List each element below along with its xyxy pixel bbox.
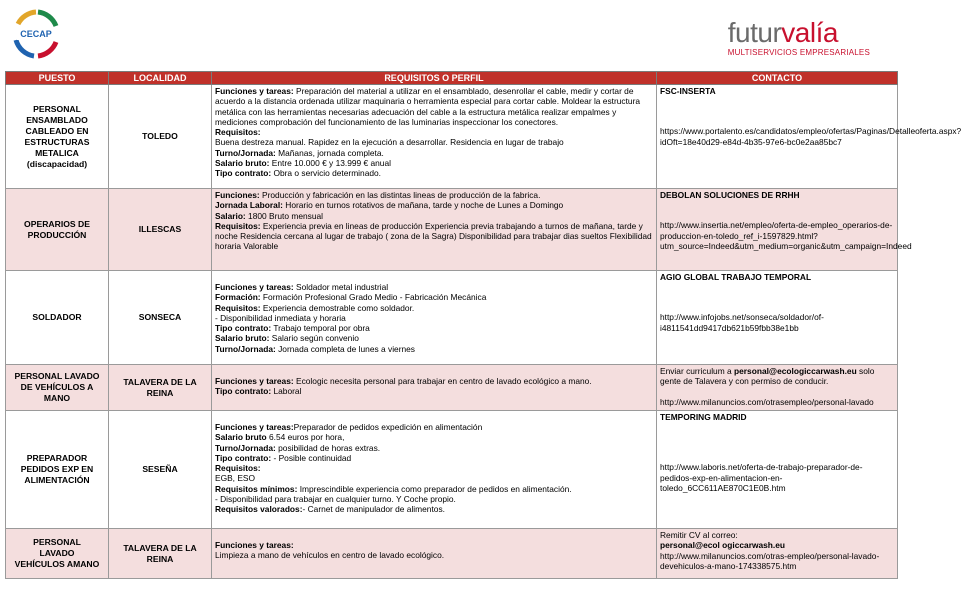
cell-requisitos (212, 271, 657, 365)
cell-requisitos (212, 411, 657, 529)
line-label: Requisitos mínimos: (215, 483, 298, 494)
requirement-line (215, 221, 653, 252)
line-label: Requisitos: (215, 302, 261, 313)
line-label: Tipo contrato: (215, 452, 272, 463)
contact-line (660, 540, 894, 550)
line-label: AGIO GLOBAL TRABAJO TEMPORAL (660, 272, 812, 282)
svg-text:CECAP: CECAP (20, 29, 52, 39)
line-text: Preparación del material a utilizar en el ensamblado, desenrollar el cable, medir y cortar de acuerdo a la distancia ordenada utilizar maquinaria o herramienta especial para cortar cable. Moldear la estructura metálica con las herramientas necesarias adecuación del cable a la estructura metálica realizar empalmes y mediciones comprobación del funcionamiento de las luminarias inspeccionar los conectores. (215, 86, 641, 127)
line-text: Mañanas, jornada completa. (275, 147, 384, 158)
requirement-line (215, 453, 653, 463)
col-header-puesto: PUESTO (6, 72, 109, 85)
spacer (215, 412, 653, 422)
requirement-line (215, 550, 653, 560)
contact-line (660, 86, 894, 96)
contact-line (660, 366, 894, 387)
contact-line[interactable] (660, 220, 912, 251)
cell-localidad: TOLEDO (109, 85, 212, 189)
requirement-line (215, 323, 653, 333)
line-text: - Carnet de manipulador de alimentos. (302, 504, 445, 515)
cell-puesto (6, 85, 109, 189)
cell-localidad: TALAVERA DE LA REINA (109, 529, 212, 579)
cell-localidad: TALAVERA DE LA REINA (109, 365, 212, 411)
spacer (660, 96, 894, 106)
futuravalia-logo: futurvalía MULTISERVICIOS EMPRESARIALES (727, 17, 870, 57)
puesto-line: VEHÍCULOS AMANO (14, 559, 100, 569)
line-text: solo gente de Talavera y con permiso de conducir. (660, 366, 875, 387)
requirement-line (215, 200, 653, 210)
requirement-line (215, 148, 653, 158)
requirement-line (215, 303, 653, 313)
requirement-line (215, 137, 653, 147)
requirement-line (215, 168, 653, 178)
col-header-requisitos: REQUISITOS O PERFIL (212, 72, 657, 85)
line-text: Soldador metal industrial (293, 282, 389, 292)
requirement-line (215, 463, 653, 473)
puesto-line: (discapacidad) (26, 158, 88, 169)
puesto-line: CABLEADO EN (25, 125, 89, 136)
cell-requisitos (212, 189, 657, 271)
contact-line (660, 412, 894, 422)
cell-localidad: SONSECA (109, 271, 212, 365)
line-text: EGB, ESO (215, 473, 256, 484)
line-text: https://www.portalento.es/candidatos/empleo/ofertas/Paginas/Detalleoferta.aspx?idOft=18e40d29-e84d-4b35-97e6-bc0e2aa85bc7 (660, 126, 961, 147)
puesto-line: PERSONAL LAVADO (14, 371, 100, 381)
page-header (0, 0, 900, 70)
contact-line[interactable] (660, 312, 894, 333)
contact-line[interactable] (660, 126, 961, 147)
spacer (215, 530, 653, 540)
puesto-line: MANO (43, 393, 71, 403)
cell-puesto (6, 529, 109, 579)
spacer (660, 210, 894, 220)
table-row (6, 529, 898, 579)
requirement-line (215, 443, 653, 453)
requirement-line (215, 422, 653, 432)
line-text: Ecologic necesita personal para trabajar en centro de lavado ecológico a mano. (293, 376, 592, 386)
table-row (6, 271, 898, 365)
line-label: Requisitos valorados: (215, 504, 303, 515)
requirement-line (215, 127, 653, 137)
line-text: posibilidad de horas extras. (275, 442, 381, 453)
requirement-line (215, 313, 653, 323)
line-label: Salario bruto: (215, 333, 270, 344)
spacer (660, 106, 894, 116)
cell-contacto (657, 411, 898, 529)
puesto-line: METALICA (35, 147, 79, 158)
line-text: Entre 10.000 € y 13.999 € anual (269, 158, 391, 169)
spacer (215, 366, 653, 376)
line-label: FSC-INSERTA (660, 86, 716, 96)
spacer (660, 387, 894, 397)
spacer (660, 422, 894, 432)
line-label: Salario bruto: (215, 158, 270, 169)
requirement-line (215, 540, 653, 550)
line-label: Tipo contrato: (215, 168, 272, 179)
line-text: http://www.infojobs.net/sonseca/soldador/of-i4811541dd9417db621b59fbb38e1bb (660, 312, 824, 333)
puesto-line: PERSONAL (33, 103, 81, 114)
line-text: Enviar curriculum a (660, 366, 735, 376)
spacer (660, 452, 894, 462)
requirement-line (215, 376, 653, 386)
line-label: Tipo contrato: (215, 386, 272, 397)
line-label: Salario: (215, 210, 246, 221)
line-label: personal@ecol ogiccarwash.eu (660, 540, 785, 551)
requirement-line (215, 386, 653, 396)
line-text: Trabajo temporal por obra (271, 323, 370, 334)
email-address[interactable]: personal@ecologiccarwash.eu (734, 366, 857, 376)
puesto-line: LAVADO (39, 548, 75, 558)
line-text: Buena destreza manual. Rapidez en la ejecución a desarrollar. Residencia en lugar de trabajo (215, 137, 564, 148)
col-header-contacto: CONTACTO (657, 72, 898, 85)
line-label: Salario bruto (215, 432, 267, 443)
spacer (660, 442, 894, 452)
line-label: Funciones y tareas: (215, 86, 294, 96)
line-label: Funciones y tareas: (215, 376, 294, 386)
line-text: Preparador de pedidos expedición en alimentación (293, 422, 483, 432)
table-row (6, 189, 898, 271)
requirement-line (215, 484, 653, 494)
line-label: Funciones y tareas: (215, 282, 294, 292)
line-label: Turno/Jornada: (215, 147, 276, 158)
job-offers-table (5, 71, 961, 579)
requirement-line (215, 211, 653, 221)
requirement-line (215, 504, 653, 514)
table-row (6, 85, 898, 189)
requirement-line (215, 282, 653, 292)
contact-line (660, 190, 894, 200)
line-text: Imprescindible experiencia como preparador de pedidos en alimentación. (297, 483, 572, 494)
requirement-line (215, 473, 653, 483)
puesto-line: PREPARADOR (26, 453, 88, 463)
line-text: Experiencia demostrable como soldador. (260, 302, 415, 313)
cell-puesto (6, 365, 109, 411)
spacer (660, 432, 894, 442)
cell-puesto (6, 189, 109, 271)
puesto-line: ENSAMBLADO (26, 114, 88, 125)
cecap-logo (8, 6, 64, 62)
line-text: Limpieza a mano de vehículos en centro de lavado ecológico. (215, 550, 445, 561)
line-text: Remitir CV al correo: (660, 530, 738, 540)
puesto-line: ALIMENTACIÓN (24, 475, 90, 485)
line-text: http://www.milanuncios.com/otrasempleo/personal-lavado (660, 396, 874, 407)
line-text: http://www.insertia.net/empleo/oferta-de-empleo_operarios-de-produccion-en-toledo_ref_i-1597829.html?utm_source=Indeed&utm_medium=organic&utm_campaign=Indeed (660, 220, 912, 251)
line-text: - Posible continuidad (271, 452, 352, 463)
puesto-line: OPERARIOS DE (24, 218, 90, 229)
line-label: Requisitos: (215, 220, 261, 231)
line-text: Salario según convenio (269, 333, 359, 344)
table-row (6, 365, 898, 411)
puesto-line: DE VEHÍCULOS A (20, 382, 94, 392)
requirement-line (215, 344, 653, 354)
line-label: Jornada Laboral: (215, 200, 283, 211)
line-label: TEMPORING MADRID (660, 412, 747, 422)
cell-puesto (6, 411, 109, 529)
line-label: Turno/Jornada: (215, 442, 276, 453)
line-text: Formación Profesional Grado Medio - Fabricación Mecánica (260, 292, 487, 303)
line-text: Producción y fabricación en las distintas lineas de producción de la fabrica. (259, 190, 541, 200)
spacer (660, 116, 894, 126)
requirement-line (215, 292, 653, 302)
line-text: - Disponibilidad inmediata y horaria (215, 312, 346, 323)
col-header-localidad: LOCALIDAD (109, 72, 212, 85)
cell-requisitos (212, 365, 657, 411)
cell-localidad: ILLESCAS (109, 189, 212, 271)
spacer (660, 292, 894, 302)
cell-localidad: SESEÑA (109, 411, 212, 529)
table-row (6, 411, 898, 529)
requirement-line (215, 494, 653, 504)
contact-line[interactable] (660, 551, 894, 572)
line-label: DEBOLAN SOLUCIONES DE RRHH (660, 190, 800, 200)
line-text: Horario en turnos rotativos de mañana, tarde y noche de Lunes a Domingo (282, 200, 564, 211)
contact-line (660, 530, 894, 540)
line-text: Obra o servicio determinado. (271, 168, 381, 179)
line-label: Formación: (215, 292, 261, 303)
puesto-line: SOLDADOR (32, 312, 82, 322)
line-label: Funciones: (215, 190, 260, 200)
line-label: Requisitos: (215, 463, 261, 474)
spacer (660, 282, 894, 292)
spacer (660, 302, 894, 312)
line-label: Requisitos: (215, 127, 261, 138)
requirement-line (215, 190, 653, 200)
cell-contacto (657, 365, 898, 411)
spacer (660, 200, 894, 210)
line-text: http://www.milanuncios.com/otras-empleo/personal-lavado-devehiculos-a-mano-174338575.htm (660, 550, 880, 571)
line-text: Jornada completa de lunes a viernes (275, 343, 415, 354)
line-text: Experiencia previa en lineas de producción Experiencia previa trabajando a turnos de mañana, tarde y noche Residencia cercana al lugar de trabajo ( zona de la Sagra) Disponibilidad para trabajar dias sueltos Flexibilidad horaria Valorable (215, 220, 652, 252)
cell-contacto (657, 271, 898, 365)
line-label: Tipo contrato: (215, 323, 272, 334)
puesto-line: PERSONAL (33, 537, 81, 547)
puesto-line: PRODUCCIÓN (27, 229, 87, 240)
line-label: Funciones y tareas: (215, 422, 294, 432)
requirement-line (215, 333, 653, 343)
spacer (215, 272, 653, 282)
line-text: http://www.laboris.net/oferta-de-trabajo-preparador-de-pedidos-exp-en-alimentacion-en-toledo_6CC611AE870C1E0B.htm (660, 462, 863, 493)
contact-line (660, 272, 894, 282)
line-text: 6.54 euros por hora, (266, 432, 345, 443)
requirement-line (215, 158, 653, 168)
cell-contacto (657, 529, 898, 579)
cell-requisitos (212, 85, 657, 189)
puesto-line: ESTRUCTURAS (24, 136, 90, 147)
line-text: - Disponibilidad para trabajar en cualquier turno. Y Coche propio. (215, 494, 456, 505)
cell-contacto (657, 189, 912, 271)
line-text: 1800 Bruto mensual (245, 210, 324, 221)
line-label: Funciones y tareas: (215, 540, 294, 550)
contact-line[interactable] (660, 462, 894, 493)
cell-requisitos (212, 529, 657, 579)
line-text: Laboral (271, 386, 302, 397)
requirement-line (215, 432, 653, 442)
cell-contacto (657, 85, 961, 189)
cell-puesto (6, 271, 109, 365)
requirement-line (215, 86, 653, 127)
table-header-row (6, 72, 898, 85)
contact-line[interactable] (660, 397, 894, 407)
line-label: Turno/Jornada: (215, 343, 276, 354)
puesto-line: PEDIDOS EXP EN (20, 464, 94, 474)
